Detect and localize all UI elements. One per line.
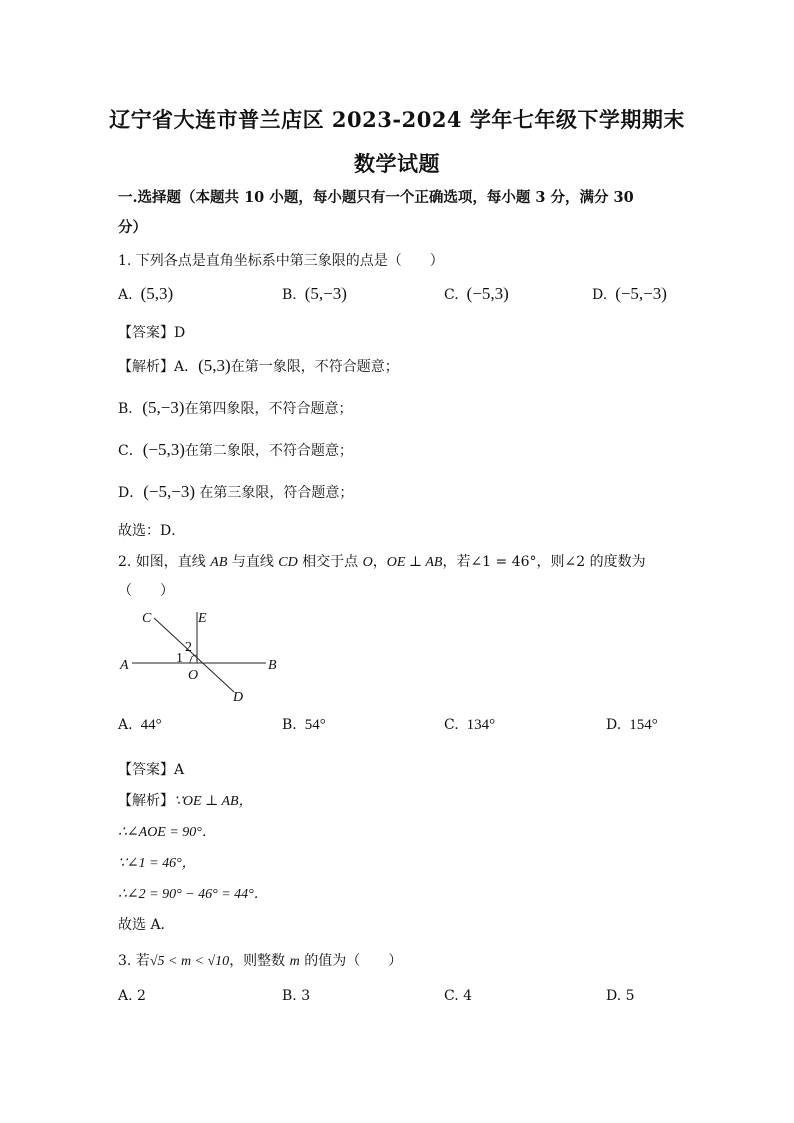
q3-option-b [282, 988, 310, 1004]
q3-option-d-label: D. [606, 988, 622, 1004]
q2-stem-b: 与直线 [227, 554, 279, 570]
label-b: B [268, 658, 277, 673]
q2-figure [110, 600, 300, 710]
q2-answer [118, 759, 184, 779]
q3-variable-m: m [289, 954, 300, 969]
q1-analysis-c-point: (−5,3) [142, 440, 185, 459]
q3-option-a-label: A. [118, 988, 133, 1004]
q2-option-d-label: D. [606, 717, 622, 733]
q3-option-d [606, 988, 635, 1004]
q1-analysis-a-text: 在第一象限，不符合题意； [230, 359, 399, 375]
q1-option-d [592, 284, 667, 304]
q1-option-a [118, 284, 173, 304]
q1-option-c-label: C. [444, 287, 459, 303]
q2-analysis-1-text: ∵OE ⊥ AB， [174, 794, 253, 809]
q3-option-b-value: 3 [301, 988, 311, 1004]
q3-option-b-label: B. [282, 988, 297, 1004]
q1-analysis-d-prefix: D． [118, 485, 144, 501]
q1-analysis-a-point: (5,3) [198, 356, 231, 375]
q1-analysis-d [118, 482, 353, 502]
q1-analysis-a [118, 356, 399, 376]
q2-stem-line2: （ ） [118, 583, 174, 599]
q2-option-c [444, 717, 495, 734]
q1-option-c-value: (−5,3) [466, 284, 509, 303]
q1-option-d-value: (−5,−3) [615, 284, 667, 303]
q2-line-ab: AB [210, 555, 228, 570]
q1-analysis-b [118, 398, 352, 418]
label-e: E [198, 611, 207, 626]
q3-expression: √5 < m < √10 [149, 954, 230, 969]
section-heading-line2: 分） [118, 219, 147, 236]
q3-stem-b: ，则整数 [229, 953, 290, 969]
q1-option-c [444, 284, 509, 304]
q2-option-d-value: 154° [629, 717, 658, 733]
label-1: 1 [176, 651, 183, 666]
q2-option-a-label: A. [118, 717, 133, 733]
q2-stem-d: ， [372, 554, 387, 570]
q1-option-b-label: B. [282, 287, 297, 303]
q2-option-b [282, 717, 326, 734]
q1-option-b-value: (5,−3) [304, 284, 347, 303]
q2-analysis-4: ∴∠2 = 90° − 46° = 44°． [118, 887, 268, 902]
q1-analysis-c [118, 440, 353, 460]
q3-option-c [444, 988, 472, 1004]
q2-stem [118, 551, 646, 571]
q2-analysis-3: ∵∠1 = 46°， [118, 856, 196, 871]
q2-option-a-value: 44° [140, 717, 162, 733]
q2-option-c-value: 134° [466, 717, 496, 733]
q1-analysis-b-text: 在第四象限，不符合题意； [184, 401, 353, 417]
q1-analysis-b-point: (5,−3) [142, 398, 185, 417]
q2-stem-c: 相交于点 [297, 554, 363, 570]
section-heading-line1: 一.选择题（本题共 10 小题，每小题只有一个正确选项，每小题 3 分，满分 30 [118, 189, 634, 206]
q2-line-cd: CD [278, 555, 298, 570]
q1-analysis-c-text: 在第二象限，不符合题意； [184, 443, 353, 459]
q2-conclusion: 故选 A． [118, 917, 175, 933]
q1-option-a-value: (5,3) [140, 284, 174, 303]
q1-analysis-tag: 【解析】 [118, 359, 174, 375]
q3-option-a [118, 988, 146, 1004]
q2-analysis-tag: 【解析】 [118, 793, 174, 809]
q1-answer [118, 322, 185, 342]
q2-option-c-label: C. [444, 717, 459, 733]
angle-1-arc [190, 658, 192, 663]
q3-stem-a: 3. 若 [118, 953, 150, 969]
q1-analysis-c-prefix: C． [118, 443, 143, 459]
q1-answer-value: D [174, 325, 186, 341]
q1-option-a-label: A. [118, 287, 133, 303]
label-2: 2 [185, 640, 192, 655]
q2-option-a [118, 717, 162, 734]
q2-analysis-2: ∴∠AOE = 90°． [118, 825, 216, 840]
q3-option-d-value: 5 [625, 988, 635, 1004]
q1-conclusion: 故选：D． [118, 523, 186, 539]
q1-option-b [282, 284, 347, 304]
page-title-line1: 辽宁省大连市普兰店区 2023-2024 学年七年级下学期期末 [109, 107, 685, 132]
q2-option-d [606, 717, 658, 734]
q1-stem: 1. 下列各点是直角坐标系中第三象限的点是（ ） [118, 253, 444, 269]
label-c: C [142, 611, 152, 626]
q1-analysis-d-text: 在第三象限，符合题意； [194, 485, 354, 501]
q3-option-c-label: C. [444, 988, 459, 1004]
q2-analysis-1 [118, 790, 253, 810]
q3-option-a-value: 2 [137, 988, 146, 1004]
label-o: O [188, 668, 199, 683]
q1-option-d-label: D. [592, 287, 608, 303]
q2-option-b-label: B. [282, 717, 297, 733]
q1-analysis-d-point: (−5,−3) [143, 482, 195, 501]
q2-stem-e: ，若∠1 = 46°，则∠2 的度数为 [442, 554, 646, 570]
q2-option-b-value: 54° [304, 717, 326, 733]
q3-stem [118, 950, 402, 970]
q1-analysis-a-prefix: A． [174, 359, 199, 375]
q2-point-o: O [362, 555, 373, 570]
q2-answer-tag: 【答案】 [118, 762, 174, 778]
q2-stem-a: 2. 如图，直线 [118, 554, 211, 570]
q3-option-c-value: 4 [463, 988, 473, 1004]
label-a: A [120, 658, 129, 673]
q2-answer-value: A [174, 762, 185, 778]
q1-analysis-b-prefix: B． [118, 401, 143, 417]
q2-perp: OE ⊥ AB [386, 555, 443, 570]
q3-stem-c: 的值为（ ） [299, 953, 403, 969]
page-title-line2: 数学试题 [354, 151, 440, 176]
label-d: D [233, 690, 244, 705]
q1-answer-tag: 【答案】 [118, 325, 174, 341]
